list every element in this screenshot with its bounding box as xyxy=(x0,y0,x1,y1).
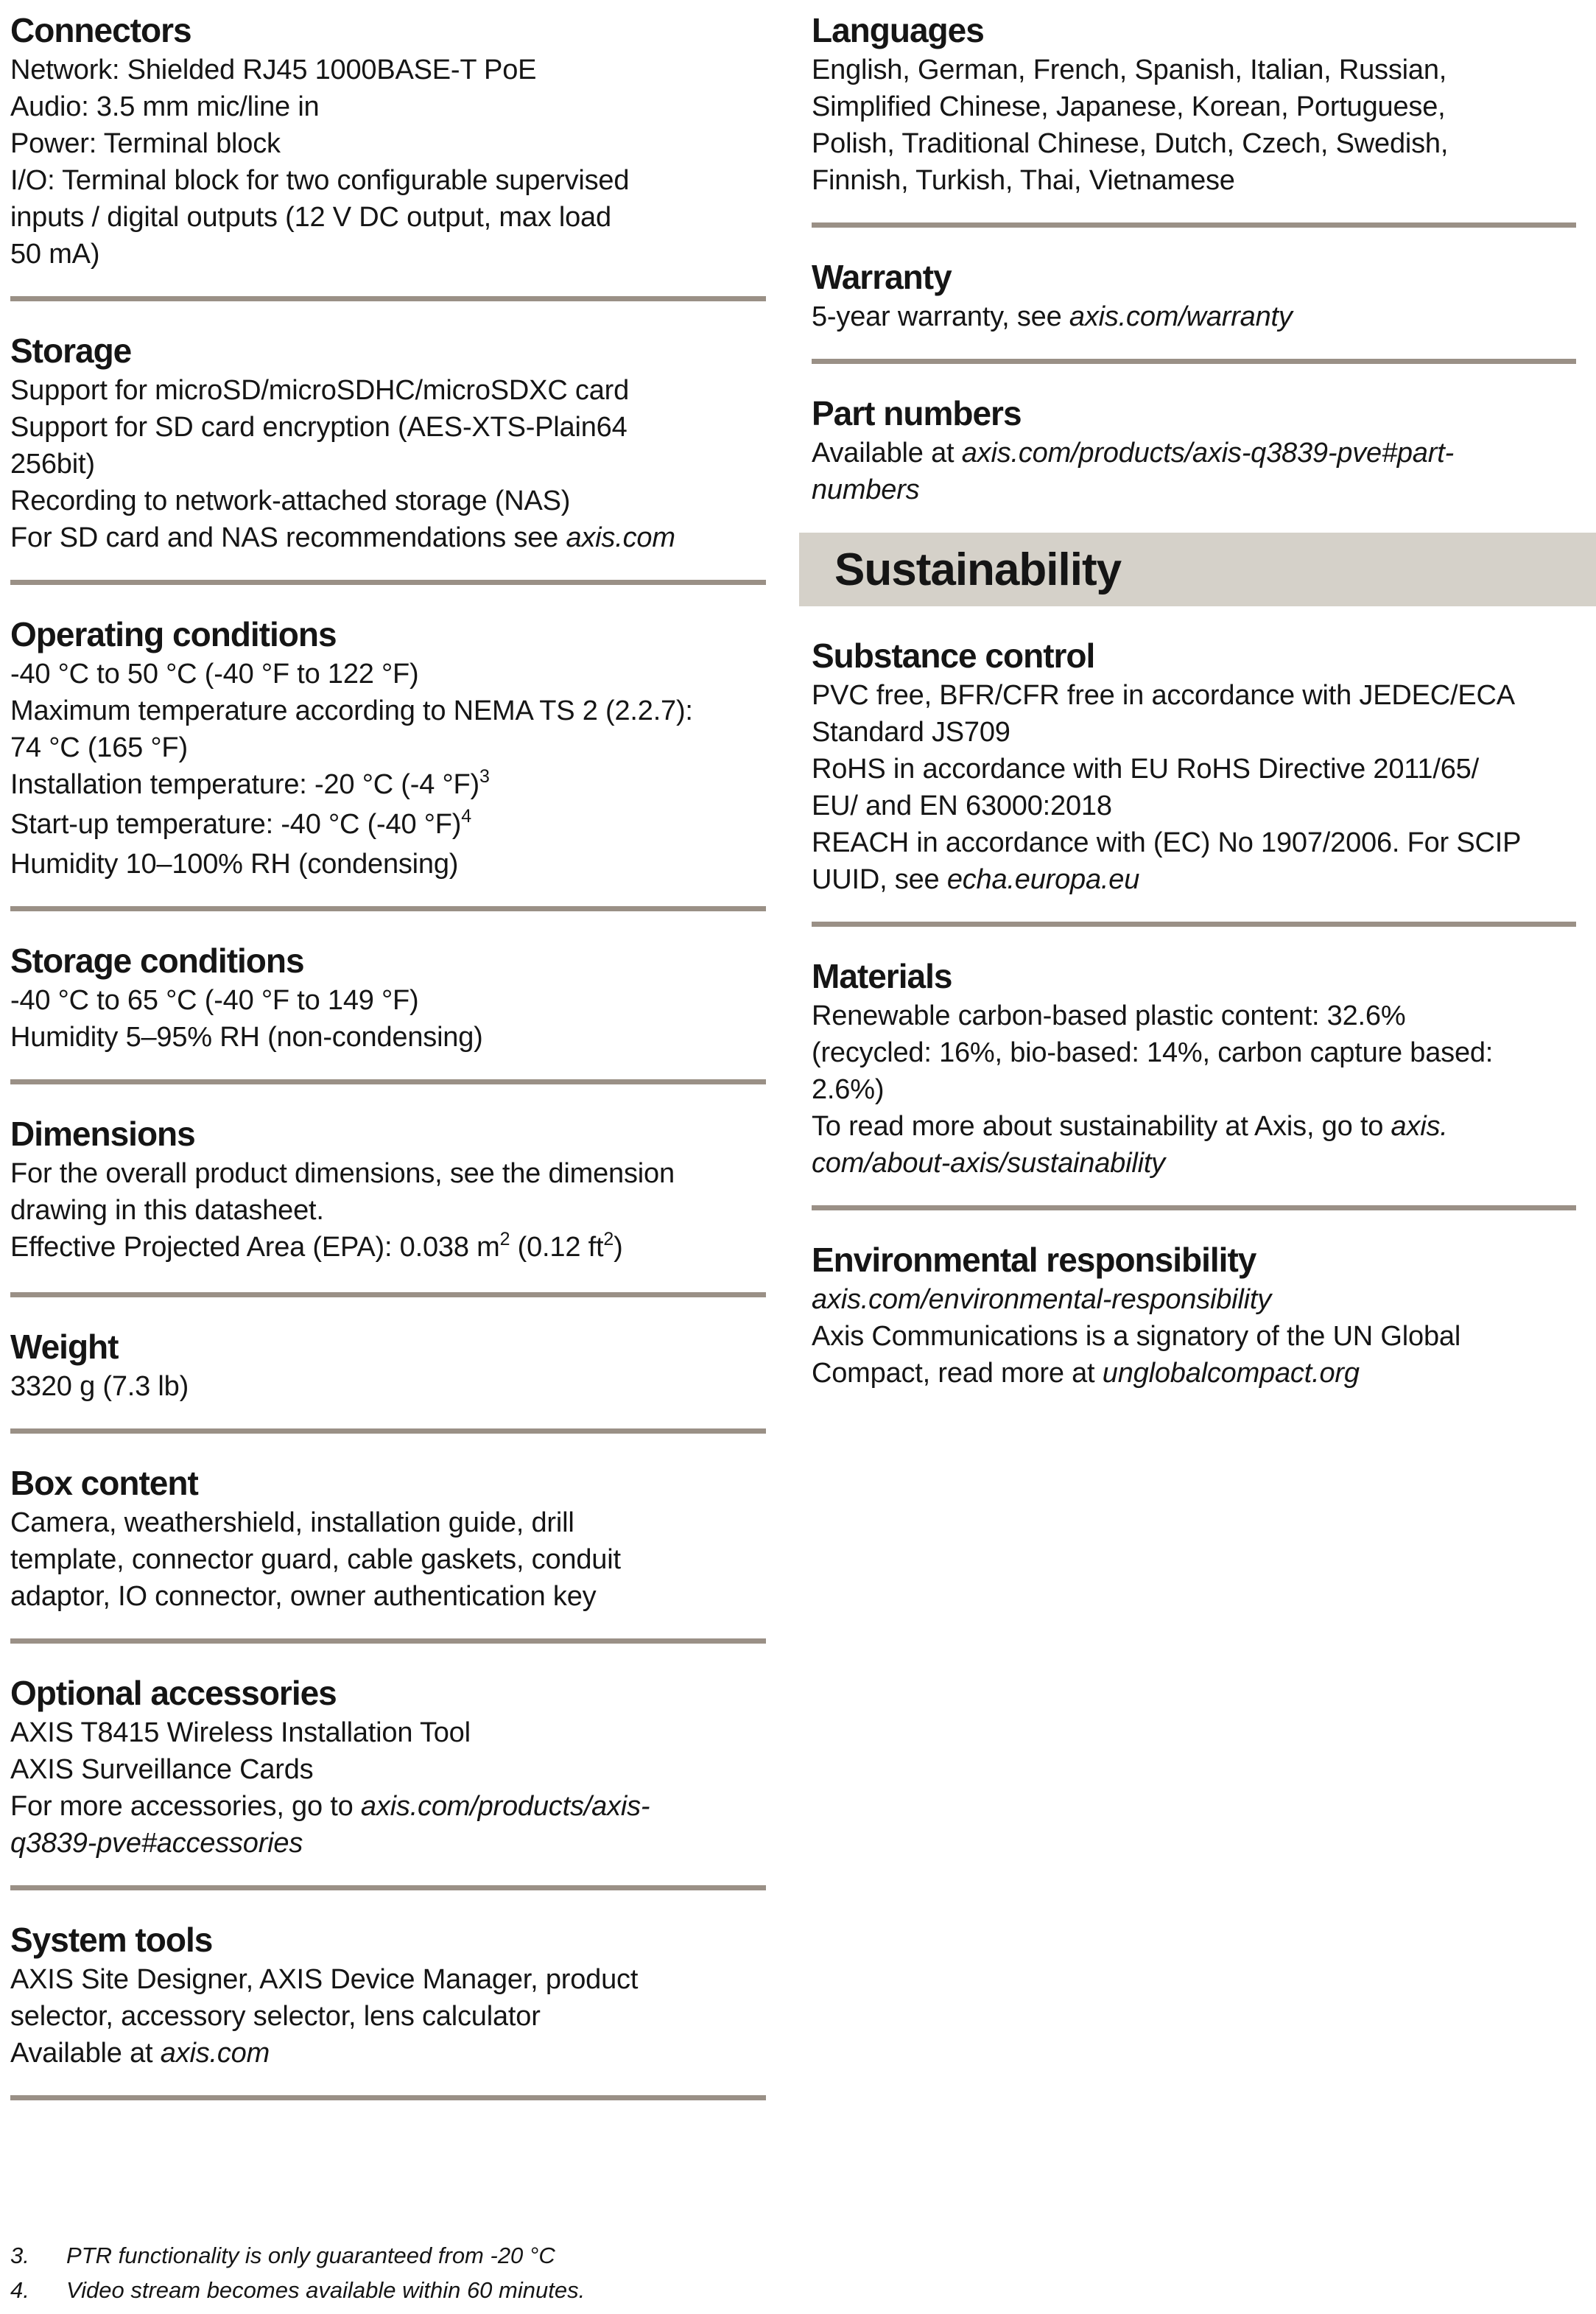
link-text: com/about-axis/sustainability xyxy=(812,1148,1165,1179)
link-text: axis. xyxy=(1391,1111,1448,1142)
body-line xyxy=(10,1998,766,2035)
text-segment: AXIS Surveillance Cards xyxy=(10,1754,314,1785)
body-line xyxy=(812,861,1576,898)
section-divider xyxy=(10,906,766,911)
body-line xyxy=(10,1751,766,1788)
left-column xyxy=(10,0,766,2100)
body-line xyxy=(812,1071,1576,1108)
text-segment: Camera, weathershield, installation guide, drill xyxy=(10,1507,574,1538)
text-segment: For the overall product dimensions, see the dimension xyxy=(10,1158,675,1189)
text-segment: Start-up temperature: -40 °C (-40 °F) xyxy=(10,809,462,840)
body-line xyxy=(812,88,1576,125)
section-heading-environmental-responsibility: Environmental responsibility xyxy=(812,1241,1256,1279)
section-storage-conditions xyxy=(10,939,766,1084)
footnote-text: PTR functionality is only guaranteed from -20 °C xyxy=(66,2243,555,2268)
body-line xyxy=(10,1961,766,1998)
text-segment: Available at xyxy=(10,2038,161,2069)
body-line xyxy=(10,1229,766,1269)
body-line xyxy=(812,714,1576,751)
footnote xyxy=(10,2238,585,2273)
section-environmental-responsibility xyxy=(812,1238,1576,1392)
body-line xyxy=(10,1578,766,1615)
section-system-tools xyxy=(10,1918,766,2100)
section-divider xyxy=(812,922,1576,927)
section-heading-box-content: Box content xyxy=(10,1464,198,1502)
text-segment: drawing in this datasheet. xyxy=(10,1195,324,1226)
body-line xyxy=(10,693,766,729)
text-segment: Compact, read more at xyxy=(812,1358,1103,1389)
section-heading-part-numbers: Part numbers xyxy=(812,394,1022,432)
text-segment: template, connector guard, cable gaskets, conduit xyxy=(10,1544,621,1575)
text-segment: Renewable carbon-based plastic content: 32.6% xyxy=(812,1000,1406,1031)
section-operating-conditions xyxy=(10,613,766,911)
text-segment: Audio: 3.5 mm mic/line in xyxy=(10,91,320,122)
body-line xyxy=(10,372,766,409)
footnote-marker: 3 xyxy=(479,766,490,787)
section-heading-storage: Storage xyxy=(10,332,132,370)
body-line xyxy=(10,1714,766,1751)
link-text: axis.com/products/axis-q3839-pve#part- xyxy=(961,438,1455,469)
body-line xyxy=(10,766,766,806)
section-heading-substance-control: Substance control xyxy=(812,637,1095,675)
section-divider xyxy=(10,1638,766,1644)
link-text: unglobalcompact.org xyxy=(1102,1358,1360,1389)
body-line xyxy=(812,298,1576,335)
footnote-text: Video stream becomes available within 60 minutes. xyxy=(66,2277,586,2303)
section-divider xyxy=(10,1885,766,1890)
link-text: axis.com/products/axis- xyxy=(360,1791,650,1822)
section-heading-system-tools: System tools xyxy=(10,1921,213,1959)
body-line xyxy=(812,1034,1576,1071)
text-segment: Power: Terminal block xyxy=(10,128,281,159)
text-segment: Polish, Traditional Chinese, Dutch, Czech, Swedish, xyxy=(812,128,1449,159)
footnote-number: 3. xyxy=(10,2243,29,2268)
body-line xyxy=(812,1318,1576,1355)
body-line xyxy=(10,519,766,556)
body-line xyxy=(10,125,766,162)
text-segment: 74 °C (165 °F) xyxy=(10,732,188,763)
section-heading-connectors: Connectors xyxy=(10,11,191,49)
section-divider xyxy=(10,1292,766,1297)
text-segment: 5-year warranty, see xyxy=(812,301,1069,332)
text-segment: For more accessories, go to xyxy=(10,1791,361,1822)
body-line xyxy=(10,1155,766,1192)
link-text: axis.com/warranty xyxy=(1069,301,1293,332)
section-warranty xyxy=(812,256,1576,364)
text-segment: REACH in accordance with (EC) No 1907/2006. For SCIP xyxy=(812,827,1522,858)
body-line xyxy=(812,162,1576,199)
text-segment: Support for SD card encryption (AES-XTS-Plain64 xyxy=(10,412,627,443)
link-text: axis.com xyxy=(566,522,675,553)
text-segment: Humidity 5–95% RH (non-condensing) xyxy=(10,1022,483,1053)
body-line xyxy=(10,1019,766,1056)
body-line xyxy=(10,1368,766,1405)
section-divider xyxy=(812,222,1576,228)
section-divider xyxy=(10,580,766,585)
link-text: numbers xyxy=(812,474,920,505)
text-segment: Simplified Chinese, Japanese, Korean, Portuguese, xyxy=(812,91,1446,122)
section-part-numbers xyxy=(812,392,1576,508)
body-line xyxy=(10,236,766,273)
body-line xyxy=(10,409,766,446)
text-segment: selector, accessory selector, lens calculator xyxy=(10,2001,541,2032)
link-text: echa.europa.eu xyxy=(946,864,1140,895)
text-segment: 3320 g (7.3 lb) xyxy=(10,1371,189,1402)
text-segment: Installation temperature: -20 °C (-4 °F) xyxy=(10,769,479,800)
text-segment: Standard JS709 xyxy=(812,717,1010,748)
text-segment: 50 mA) xyxy=(10,239,100,270)
section-storage xyxy=(10,329,766,585)
body-line xyxy=(10,846,766,883)
section-heading-storage-conditions: Storage conditions xyxy=(10,942,304,980)
footnote-marker: 2 xyxy=(603,1229,614,1249)
body-line xyxy=(10,162,766,199)
text-segment: ) xyxy=(614,1232,623,1263)
text-segment: -40 °C to 50 °C (-40 °F to 122 °F) xyxy=(10,659,419,690)
section-heading-weight: Weight xyxy=(10,1328,119,1366)
text-segment: Available at xyxy=(812,438,962,469)
section-optional-accessories xyxy=(10,1672,766,1890)
footnote-marker: 2 xyxy=(499,1229,510,1249)
section-connectors xyxy=(10,9,766,301)
link-text: q3839-pve#accessories xyxy=(10,1828,303,1859)
section-materials xyxy=(812,955,1576,1210)
text-segment: (recycled: 16%, bio-based: 14%, carbon capture based: xyxy=(812,1037,1494,1068)
text-segment: Humidity 10–100% RH (condensing) xyxy=(10,849,459,880)
body-line xyxy=(812,1145,1576,1182)
text-segment: EU/ and EN 63000:2018 xyxy=(812,790,1112,821)
section-heading-materials: Materials xyxy=(812,957,952,995)
section-divider xyxy=(812,1205,1576,1210)
body-line xyxy=(10,483,766,519)
body-line xyxy=(812,125,1576,162)
text-segment: Axis Communications is a signatory of the UN Global xyxy=(812,1321,1461,1352)
section-heading-warranty: Warranty xyxy=(812,258,952,296)
text-segment: RoHS in accordance with EU RoHS Directive 2011/65/ xyxy=(812,754,1479,785)
body-line xyxy=(812,788,1576,824)
body-line xyxy=(10,1825,766,1862)
body-line xyxy=(812,435,1576,471)
body-line xyxy=(812,471,1576,508)
text-segment: Recording to network-attached storage (NAS) xyxy=(10,485,571,516)
body-line xyxy=(10,88,766,125)
body-line xyxy=(10,1504,766,1541)
body-line xyxy=(10,806,766,846)
section-heading-operating-conditions: Operating conditions xyxy=(10,615,337,653)
section-weight xyxy=(10,1325,766,1434)
body-line xyxy=(812,1355,1576,1392)
text-segment: I/O: Terminal block for two configurable supervised xyxy=(10,165,630,196)
footnote-number: 4. xyxy=(10,2277,29,2303)
body-line xyxy=(812,52,1576,88)
body-line xyxy=(812,677,1576,714)
body-line xyxy=(812,824,1576,861)
body-line xyxy=(812,1108,1576,1145)
body-line xyxy=(812,751,1576,788)
text-segment: Support for microSD/microSDHC/microSDXC card xyxy=(10,375,630,406)
section-languages xyxy=(812,9,1576,228)
text-segment: PVC free, BFR/CFR free in accordance with JEDEC/ECA xyxy=(812,680,1515,711)
section-box-content xyxy=(10,1462,766,1644)
text-segment: English, German, French, Spanish, Italian, Russian, xyxy=(812,55,1447,85)
body-line xyxy=(10,656,766,693)
text-segment: Finnish, Turkish, Thai, Vietnamese xyxy=(812,165,1235,196)
section-heading-languages: Languages xyxy=(812,11,984,49)
text-segment: AXIS Site Designer, AXIS Device Manager, product xyxy=(10,1964,639,1995)
text-segment: (0.12 ft xyxy=(510,1232,604,1263)
body-line xyxy=(10,1788,766,1825)
link-text: axis.com/environmental-responsibility xyxy=(812,1284,1272,1315)
body-line xyxy=(812,1281,1576,1318)
link-text: axis.com xyxy=(160,2038,270,2069)
banner-title: Sustainability xyxy=(834,544,1122,595)
section-dimensions xyxy=(10,1112,766,1297)
body-line xyxy=(812,998,1576,1034)
section-substance-control xyxy=(812,634,1576,927)
text-segment: inputs / digital outputs (12 V DC output, max load xyxy=(10,202,611,233)
text-segment: UUID, see xyxy=(812,864,947,895)
body-line xyxy=(10,729,766,766)
section-divider xyxy=(812,359,1576,364)
body-line xyxy=(10,52,766,88)
section-divider xyxy=(10,1079,766,1084)
text-segment: 256bit) xyxy=(10,449,95,480)
text-segment: To read more about sustainability at Axis, go to xyxy=(812,1111,1391,1142)
section-divider xyxy=(10,1428,766,1434)
text-segment: -40 °C to 65 °C (-40 °F to 149 °F) xyxy=(10,985,419,1016)
section-divider xyxy=(10,296,766,301)
text-segment: Maximum temperature according to NEMA TS 2 (2.2.7): xyxy=(10,695,693,726)
footnote xyxy=(10,2273,585,2307)
footnote-marker: 4 xyxy=(461,806,471,827)
body-line xyxy=(10,446,766,483)
section-heading-optional-accessories: Optional accessories xyxy=(10,1674,337,1712)
text-segment: Effective Projected Area (EPA): 0.038 m xyxy=(10,1232,500,1263)
footnotes xyxy=(10,2238,585,2307)
text-segment: 2.6%) xyxy=(812,1074,885,1105)
body-line xyxy=(10,1541,766,1578)
section-heading-dimensions: Dimensions xyxy=(10,1115,195,1153)
sustainability-banner xyxy=(799,533,1596,606)
section-divider xyxy=(10,2095,766,2100)
text-segment: For SD card and NAS recommendations see xyxy=(10,522,566,553)
text-segment: adaptor, IO connector, owner authentication key xyxy=(10,1581,597,1612)
text-segment: AXIS T8415 Wireless Installation Tool xyxy=(10,1717,471,1748)
text-segment: Network: Shielded RJ45 1000BASE-T PoE xyxy=(10,55,537,85)
body-line xyxy=(10,982,766,1019)
right-column xyxy=(812,0,1576,1392)
body-line xyxy=(10,1192,766,1229)
body-line xyxy=(10,2035,766,2072)
body-line xyxy=(10,199,766,236)
